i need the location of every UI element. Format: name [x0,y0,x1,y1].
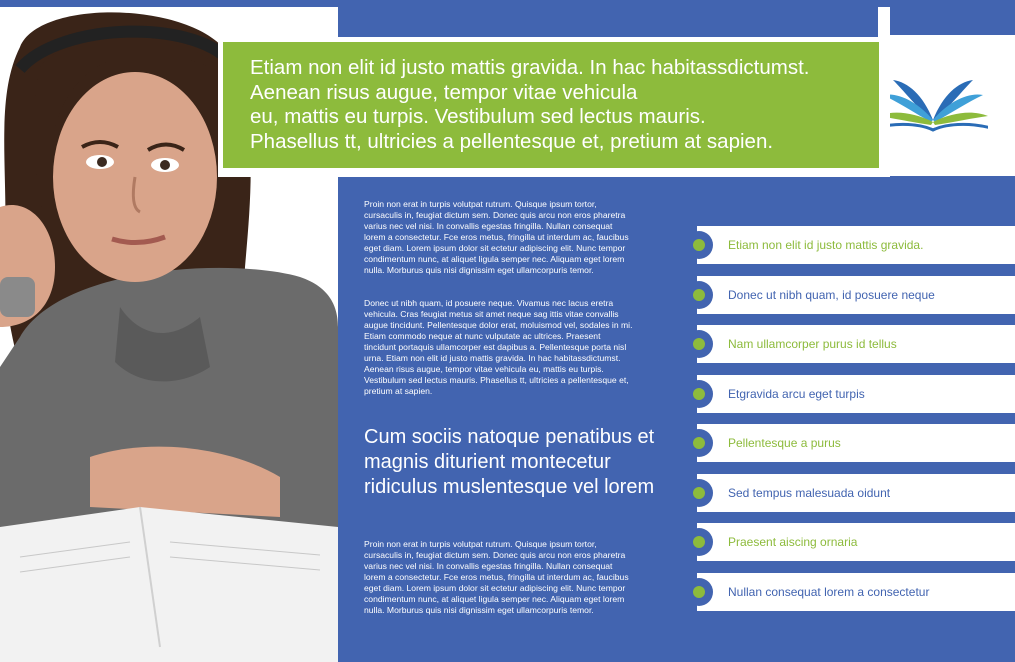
list-item [697,276,1015,314]
header-blue-band-right [890,7,1015,35]
list-item [697,424,1015,462]
headline-line-4: Phasellus tt, ultricies a pellentesque et, pretium at sapien. [250,129,774,153]
list-item-label: Nam ullamcorper purus id tellus [728,337,897,351]
bullet-dot-icon [693,487,705,499]
list-item [697,375,1015,413]
list-item [697,325,1015,363]
bullet-circle-icon [685,380,713,408]
bullet-circle-icon [685,281,713,309]
body-paragraph-3: Proin non erat in turpis volutpat rutrum. Quisque ipsum tortor, cursaculis in, feugiat dictum sem. Donec quis arcu non eros pharetra varius nec vel nisi. In convallis egestas fringilla. Nullan consequat lorem a consectetur. Fce eros metus, fringilla ut interdum ac, faucibus eget diam. Lorem ipsum dolor sit ectetur adipiscing elit. Nunc tempor condimentum nunc, at aliquet ligula semper nec. Aliquam eget lorem nulla. Morburus quis nisi dignissim eget ullamcorpuris temor. [364,539,629,615]
header-blue-band [338,7,878,37]
list-item-label: Etgravida arcu eget turpis [728,386,865,401]
bullet-dot-icon [693,536,705,548]
headline-line-1: Etiam non elit id justo mattis gravida. In hac habitassdictumst. [250,56,810,79]
bullet-dot-icon [693,586,705,598]
section-heading: Cum sociis natoque penatibus et magnis diturient montecetur ridiculus muslentesque vel lorem [364,426,655,498]
top-strip [0,0,1015,7]
list-item-label: Donec ut nibh quam, id posuere neque [728,287,935,302]
bullet-circle-icon [685,479,713,507]
list-item [697,474,1015,512]
list-item-label: Pellentesque a purus [728,436,841,450]
list-item-label: Sed tempus malesuada oidunt [728,485,891,500]
list-item [697,226,1015,264]
logo-area [878,36,988,176]
open-book-logo-icon [878,36,988,176]
bullet-dot-icon [693,437,705,449]
list-item-label: Praesent aiscing ornaria [728,535,858,549]
headline-line-2: Aenean risus augue, tempor vitae vehicula [250,80,638,104]
bullet-circle-icon [685,429,713,457]
bullet-circle-icon [685,528,713,556]
headline-box [218,37,890,177]
bullet-circle-icon [685,578,713,606]
bullet-circle-icon [685,231,713,259]
bullet-dot-icon [693,388,705,400]
bullet-dot-icon [693,239,705,251]
bullet-dot-icon [693,338,705,350]
body-paragraph-1: Proin non erat in turpis volutpat rutrum. Quisque ipsum tortor, cursaculis in, feugiat dictum sem. Donec quis arcu non eros pharetra varius nec vel nisi. In convallis egestas fringilla. Nullan consequat lorem a consectetur. Fce eros metus, fringilla ut interdum ac, faucibus eget diam. Lorem ipsum dolor sit ectetur adipiscing elit. Nunc tempor condimentum nunc, at aliquet ligula semper nec. Aliquam eget lorem nulla. Morburus quis nisi dignissim eget ullamcorpuris temor. [364,199,629,275]
list-item-label: Etiam non elit id justo mattis gravida. [728,238,924,252]
bullet-dot-icon [693,289,705,301]
headline-green-panel [223,42,879,168]
list-item [697,523,1015,561]
body-paragraph-2: Donec ut nibh quam, id posuere neque. Vivamus nec lacus eretra vehicula. Cras feugiat metus sit amet neque sag ittis vitae convallis augue tincidunt. Pellentesque dolor erat, moluismod vel, sodales in mi. Etiam commodo neque at nunc vulputate ac ultrices. Praesent tincidunt portaquis ullamcorper est dapibus a. Pellentesque porta nisl urna. Etiam non elit id justo mattis gravida. In hac habitassdictumst. Aenean risus augue, tempor vitae vehicula eu, mattis eu turpis. Vestibulum sed lectus mauris. Phasellus tt, ultricies a pellentesque et, pretium at sapien. [364,298,633,396]
headline-line-3: eu, mattis eu turpis. Vestibulum sed lectus mauris. [250,105,706,128]
bullet-circle-icon [685,330,713,358]
list-item-label: Nullan consequat lorem a consectetur [728,584,930,599]
list-item [697,573,1015,611]
